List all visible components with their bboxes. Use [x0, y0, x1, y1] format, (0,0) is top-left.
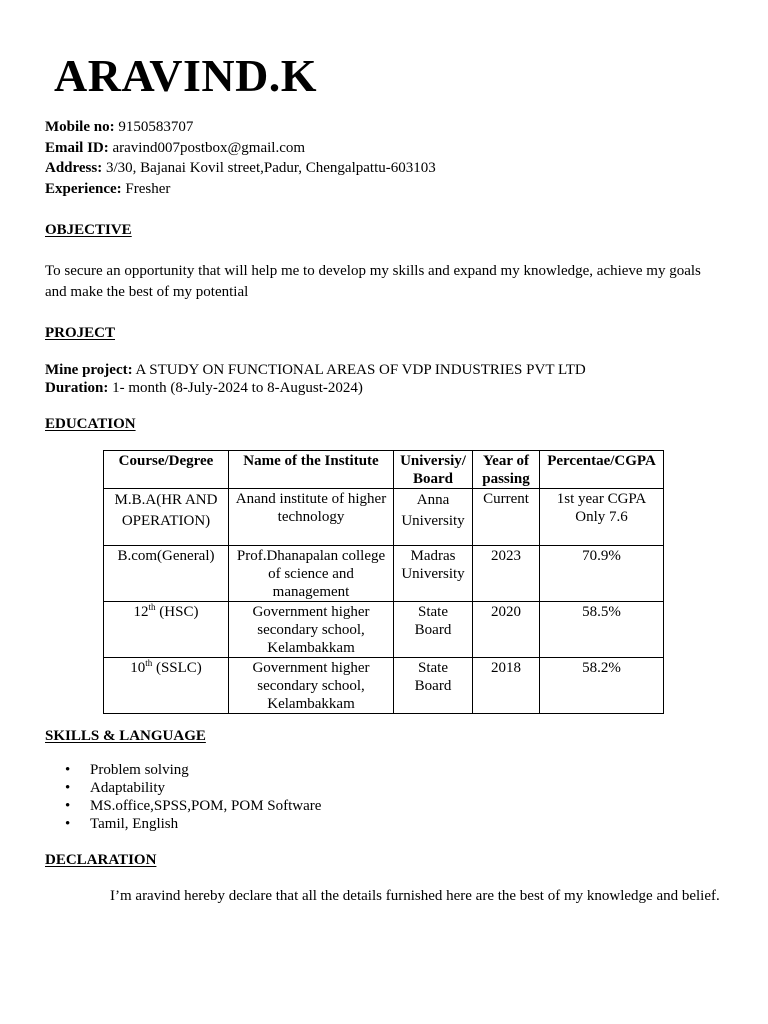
course-cell: B.com(General): [104, 546, 229, 602]
list-item: [45, 779, 321, 797]
score-cell: 1st year CGPA Only 7.6: [540, 489, 664, 546]
mobile-label: Mobile no:: [45, 119, 115, 135]
table-row: [104, 489, 664, 546]
year-cell: 2018: [473, 658, 540, 714]
list-item: [45, 761, 321, 779]
col-year: Year of passing: [473, 451, 540, 489]
email-label: Email ID:: [45, 139, 109, 156]
declaration-text: I’m aravind hereby declare that all the details furnished here are the best of my knowledge and belief.: [110, 888, 720, 904]
mine-project-value: A STUDY ON FUNCTIONAL AREAS OF VDP INDUSTRIES PVT LTD: [135, 362, 586, 378]
course-ordinal: th: [148, 602, 156, 612]
institute-cell: Government higher secondary school, Kelambakkam: [229, 658, 394, 714]
duration-label: Duration:: [45, 380, 109, 396]
table-row: [104, 602, 664, 658]
list-item: [45, 815, 321, 833]
score-cell: 70.9%: [540, 546, 664, 602]
col-institute: Name of the Institute: [229, 451, 394, 489]
board-cell: State Board: [394, 602, 473, 658]
skills-list: [45, 761, 321, 833]
course-cell: [104, 602, 229, 658]
year-cell: 2023: [473, 546, 540, 602]
bullet-icon: •: [65, 762, 71, 778]
education-heading: EDUCATION: [45, 416, 136, 432]
declaration-heading: DECLARATION: [45, 852, 157, 868]
objective-heading: OBJECTIVE: [45, 222, 132, 238]
board-cell: Madras University: [394, 546, 473, 602]
address-value: 3/30, Bajanai Kovil street,Padur, Chengalpattu-603103: [105, 160, 436, 176]
project-block: [45, 361, 586, 397]
skills-heading: SKILLS & LANGUAGE: [45, 728, 206, 744]
bullet-icon: •: [65, 816, 71, 832]
course-suffix: (SSLC): [152, 660, 202, 676]
candidate-name: ARAVIND.K: [54, 50, 318, 101]
list-item: [45, 797, 321, 815]
table-row: [104, 658, 664, 714]
experience-line: [45, 179, 436, 200]
objective-text: To secure an opportunity that will help me to develop my skills and expand my knowledge, achieve my goals and make the best of my potential: [45, 263, 701, 300]
institute-cell: Prof.Dhanapalan college of science and management: [229, 546, 394, 602]
mine-project-line: [45, 361, 586, 379]
skill-text: MS.office,SPSS,POM, POM Software: [90, 798, 322, 814]
course-cell: [104, 658, 229, 714]
board-cell: Anna University: [394, 489, 473, 546]
bullet-icon: •: [65, 780, 71, 796]
score-cell: 58.2%: [540, 658, 664, 714]
col-course: Course/Degree: [104, 451, 229, 489]
col-board: Universiy/ Board: [394, 451, 473, 489]
year-cell: 2020: [473, 602, 540, 658]
email-value: aravind007postbox@gmail.com: [112, 139, 306, 156]
email-line: [45, 138, 436, 159]
board-cell: State Board: [394, 658, 473, 714]
institute-cell: Government higher secondary school, Kelambakkam: [229, 602, 394, 658]
skill-text: Problem solving: [90, 762, 189, 778]
experience-label: Experience:: [45, 180, 122, 197]
year-cell: Current: [473, 489, 540, 546]
duration-line: [45, 379, 586, 397]
score-cell: 58.5%: [540, 602, 664, 658]
duration-value: 1- month (8-July-2024 to 8-August-2024): [112, 380, 363, 396]
course-suffix: (HSC): [155, 604, 199, 620]
education-header-row: [104, 451, 664, 489]
mobile-line: [45, 117, 436, 138]
skill-text: Adaptability: [90, 780, 165, 796]
bullet-icon: •: [65, 798, 71, 814]
address-label: Address:: [45, 160, 103, 176]
project-heading: PROJECT: [45, 325, 116, 341]
course-cell: M.B.A(HR AND OPERATION): [104, 489, 229, 546]
mobile-value: 9150583707: [118, 119, 194, 135]
experience-value: Fresher: [125, 180, 171, 197]
table-row: [104, 546, 664, 602]
education-table: [103, 450, 664, 714]
mine-project-label: Mine project:: [45, 362, 133, 378]
course-number: 10: [130, 660, 146, 676]
skill-text: Tamil, English: [90, 816, 179, 832]
col-score: Percentae/CGPA: [540, 451, 664, 489]
contact-block: [45, 117, 436, 199]
course-number: 12: [133, 604, 149, 620]
course-ordinal: th: [145, 658, 153, 668]
address-line: [45, 158, 436, 179]
institute-cell: Anand institute of higher technology: [229, 489, 394, 546]
